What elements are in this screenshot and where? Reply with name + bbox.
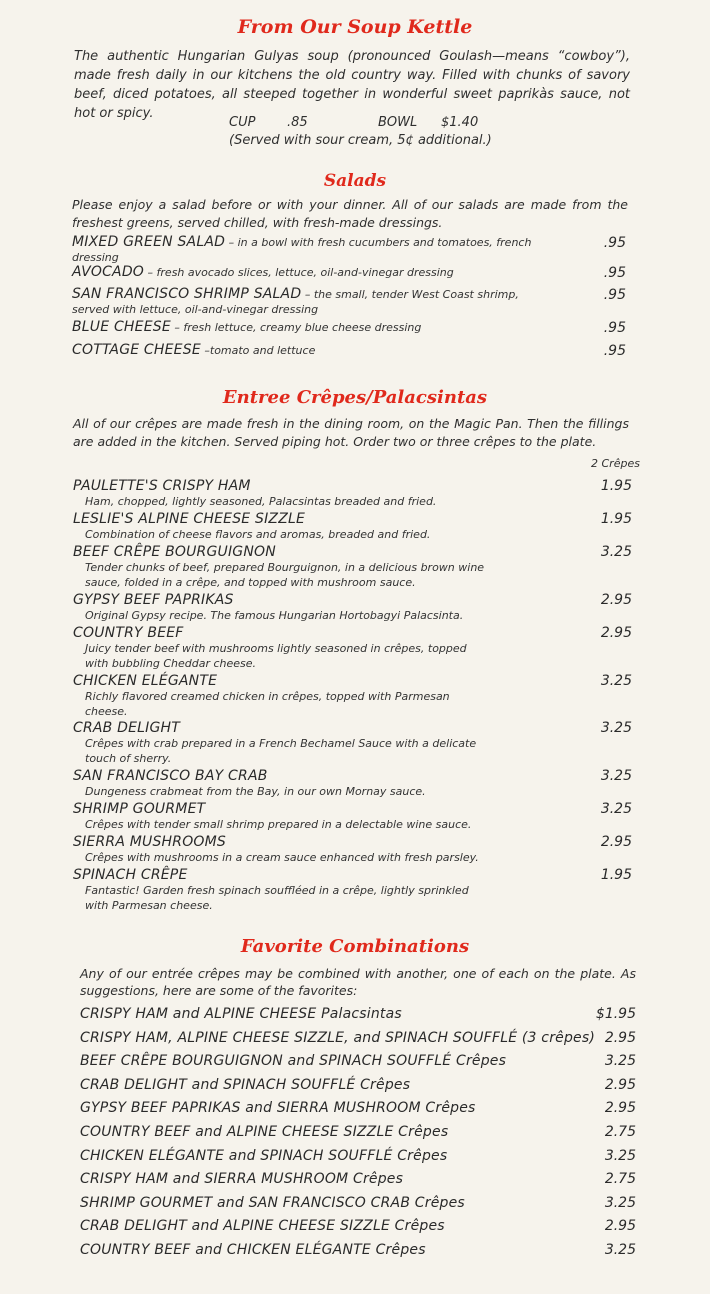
salad-item-desc: – fresh avocado slices, lettuce, oil-and-vinegar dressing (147, 266, 454, 279)
combos-heading: Favorite Combinations (240, 936, 470, 957)
salad-item-name: MIXED GREEN SALAD (72, 234, 226, 250)
crepe-item-desc: Crêpes with tender small shrimp prepared in a delectable wine sauce. (85, 818, 472, 831)
salad-item-desc: – in a bowl with fresh cucumbers and tomatoes, french dressing (72, 236, 532, 264)
crepe-item-desc: Crêpes with mushrooms in a cream sauce enhanced with fresh parsley. (85, 851, 479, 864)
combo-item-name: BEEF CRÊPE BOURGUIGNON and SPINACH SOUFFLÉ Crêpes (80, 1053, 507, 1070)
crepe-item-name: BEEF CRÊPE BOURGUIGNON (73, 544, 276, 560)
crepe-item-price: 2.95 (600, 625, 632, 641)
combo-item-price: 2.75 (604, 1124, 636, 1140)
soup-heading: From Our Soup Kettle (237, 16, 473, 38)
salad-item-name: COTTAGE CHEESE (72, 342, 201, 358)
crepes-heading: Entree Crêpes/Palacsintas (222, 387, 488, 408)
salad-item-name: BLUE CHEESE (72, 319, 171, 335)
crepes-description: All of our crêpes are made fresh in the dining room, on the Magic Pan. Then the fillings are added in the kitchen. Served piping hot. Order two or three crêpes to the plate. (73, 416, 629, 449)
combo-item-price: 3.25 (604, 1194, 636, 1211)
crepe-item-price: 3.25 (600, 544, 632, 560)
crepe-item-name: SIERRA MUSHROOMS (73, 834, 227, 850)
combo-item-price: 3.25 (604, 1147, 636, 1164)
combo-item-price: $1.95 (595, 1006, 636, 1022)
crepe-item-name: SAN FRANCISCO BAY CRAB (73, 768, 268, 784)
crepe-item-desc: Crêpes with crab prepared in a French Bechamel Sauce with a delicate touch of sherry. (85, 737, 477, 765)
salads-heading: Salads (323, 171, 387, 191)
salad-item-text (72, 320, 552, 335)
crepe-item-price: 3.25 (600, 768, 632, 784)
crepe-item-name: SPINACH CRÊPE (73, 867, 188, 883)
salad-item-price: .95 (603, 343, 626, 359)
salads-description: Please enjoy a salad before or with your dinner. All of our salads are made from the freshest greens, served chilled, with fresh-made dressings. (72, 197, 628, 230)
crepe-item-name: PAULETTE'S CRISPY HAM (73, 478, 251, 494)
soup-note: (Served with sour cream, 5¢ additional.) (229, 133, 492, 148)
crepe-item-desc: Combination of cheese flavors and aromas, breaded and fried. (85, 528, 431, 541)
combo-item-price: 2.95 (604, 1100, 636, 1117)
salad-item-text (72, 343, 552, 358)
crepe-item-price: 2.95 (600, 592, 632, 608)
salad-item-desc: – the small, tender West Coast shrimp, served with lettuce, oil-and-vinegar dressing (72, 288, 519, 316)
salad-item-text (72, 265, 552, 280)
salad-item-price: .95 (603, 265, 626, 281)
crepe-item-price: 3.25 (600, 801, 632, 817)
salad-item-price: .95 (603, 320, 626, 336)
combo-item-price: 2.75 (604, 1171, 636, 1188)
combo-item-name: CRISPY HAM and ALPINE CHEESE Palacsintas (80, 1006, 402, 1022)
combo-item-name: SHRIMP GOURMET and SAN FRANCISCO CRAB Crêpes (80, 1194, 465, 1211)
soup-bowl-price: $1.40 (441, 115, 479, 130)
combo-item-price: 3.25 (604, 1053, 636, 1070)
crepe-item-name: GYPSY BEEF PAPRIKAS (73, 592, 234, 608)
soup-cup-price: .85 (287, 115, 308, 130)
crepe-item-desc: Dungeness crabmeat from the Bay, in our own Mornay sauce. (85, 785, 426, 798)
crepe-item-desc: Ham, chopped, lightly seasoned, Palacsintas breaded and fried. (85, 495, 437, 508)
combo-item-name: CRAB DELIGHT and ALPINE CHEESE SIZZLE Crêpes (80, 1218, 445, 1235)
soup-description: The authentic Hungarian Gulyas soup (pronounced Goulash—means “cowboy”), made fresh daily in our kitchens the old country way. Filled with chunks of savory beef, diced potatoes, all steeped together in wonderful sweet paprikàs sauce, not hot or spicy. (74, 49, 630, 121)
salad-item-text (72, 235, 552, 265)
combo-item-price: 2.95 (604, 1218, 636, 1235)
salad-item-name: SAN FRANCISCO SHRIMP SALAD (72, 286, 302, 302)
combo-item-name: CRISPY HAM, ALPINE CHEESE SIZZLE, and SPINACH SOUFFLÉ (3 crêpes) (80, 1029, 596, 1046)
crepe-item-desc: Richly flavored creamed chicken in crêpes, topped with Parmesan cheese. (85, 690, 450, 718)
crepe-item-price: 3.25 (600, 673, 632, 689)
crepe-item-name: LESLIE'S ALPINE CHEESE SIZZLE (73, 511, 306, 527)
soup-cup-label: CUP (229, 115, 256, 130)
crepe-item-name: SHRIMP GOURMET (73, 801, 206, 817)
combo-item-price: 3.25 (604, 1242, 636, 1258)
crepe-item-desc: Tender chunks of beef, prepared Bourguignon, in a delicious brown wine sauce, folded in a crêpe, and topped with mushroom sauce. (85, 561, 485, 589)
crepe-item-desc: Fantastic! Garden fresh spinach souffléed in a crêpe, lightly sprinkled with Parmesan cheese. (85, 884, 469, 912)
combos-description: Any of our entrée crêpes may be combined with another, one of each on the plate. As suggestions, here are some of the favorites: (80, 966, 636, 998)
salad-item-text (72, 287, 552, 317)
combo-item-name: CHICKEN ELÉGANTE and SPINACH SOUFFLÉ Crêpes (80, 1147, 448, 1164)
combo-item-name: CRISPY HAM and SIERRA MUSHROOM Crêpes (80, 1171, 404, 1188)
crepe-item-price: 3.25 (600, 720, 632, 736)
crepe-item-desc: Original Gypsy recipe. The famous Hungarian Hortobagyi Palacsinta. (85, 609, 464, 622)
salad-item-price: .95 (603, 287, 626, 303)
crepe-item-name: CRAB DELIGHT (73, 720, 181, 736)
salad-item-price: .95 (603, 235, 626, 251)
combo-item-name: GYPSY BEEF PAPRIKAS and SIERRA MUSHROOM Crêpes (80, 1100, 476, 1117)
crepe-item-price: 2.95 (600, 834, 632, 850)
combo-item-price: 2.95 (604, 1029, 636, 1046)
salad-item-desc: –tomato and lettuce (204, 344, 316, 357)
crepe-item-price: 1.95 (600, 511, 632, 527)
price-column-header: 2 Crêpes (591, 457, 640, 470)
combo-item-name: COUNTRY BEEF and CHICKEN ELÉGANTE Crêpes (80, 1242, 426, 1258)
combo-item-price: 2.95 (604, 1076, 636, 1093)
crepe-item-desc: Juicy tender beef with mushrooms lightly seasoned in crêpes, topped with bubbling Cheddar cheese. (85, 642, 467, 670)
salad-item-name: AVOCADO (72, 264, 145, 280)
crepe-item-price: 1.95 (600, 867, 632, 883)
salad-item-desc: – fresh lettuce, creamy blue cheese dressing (174, 321, 422, 334)
combo-item-name: COUNTRY BEEF and ALPINE CHEESE SIZZLE Crêpes (80, 1124, 449, 1140)
combo-item-name: CRAB DELIGHT and SPINACH SOUFFLÉ Crêpes (80, 1076, 411, 1093)
soup-bowl-label: BOWL (378, 115, 418, 130)
crepe-item-name: COUNTRY BEEF (73, 625, 184, 641)
crepe-item-name: CHICKEN ELÉGANTE (73, 673, 218, 689)
crepe-item-price: 1.95 (600, 478, 632, 494)
